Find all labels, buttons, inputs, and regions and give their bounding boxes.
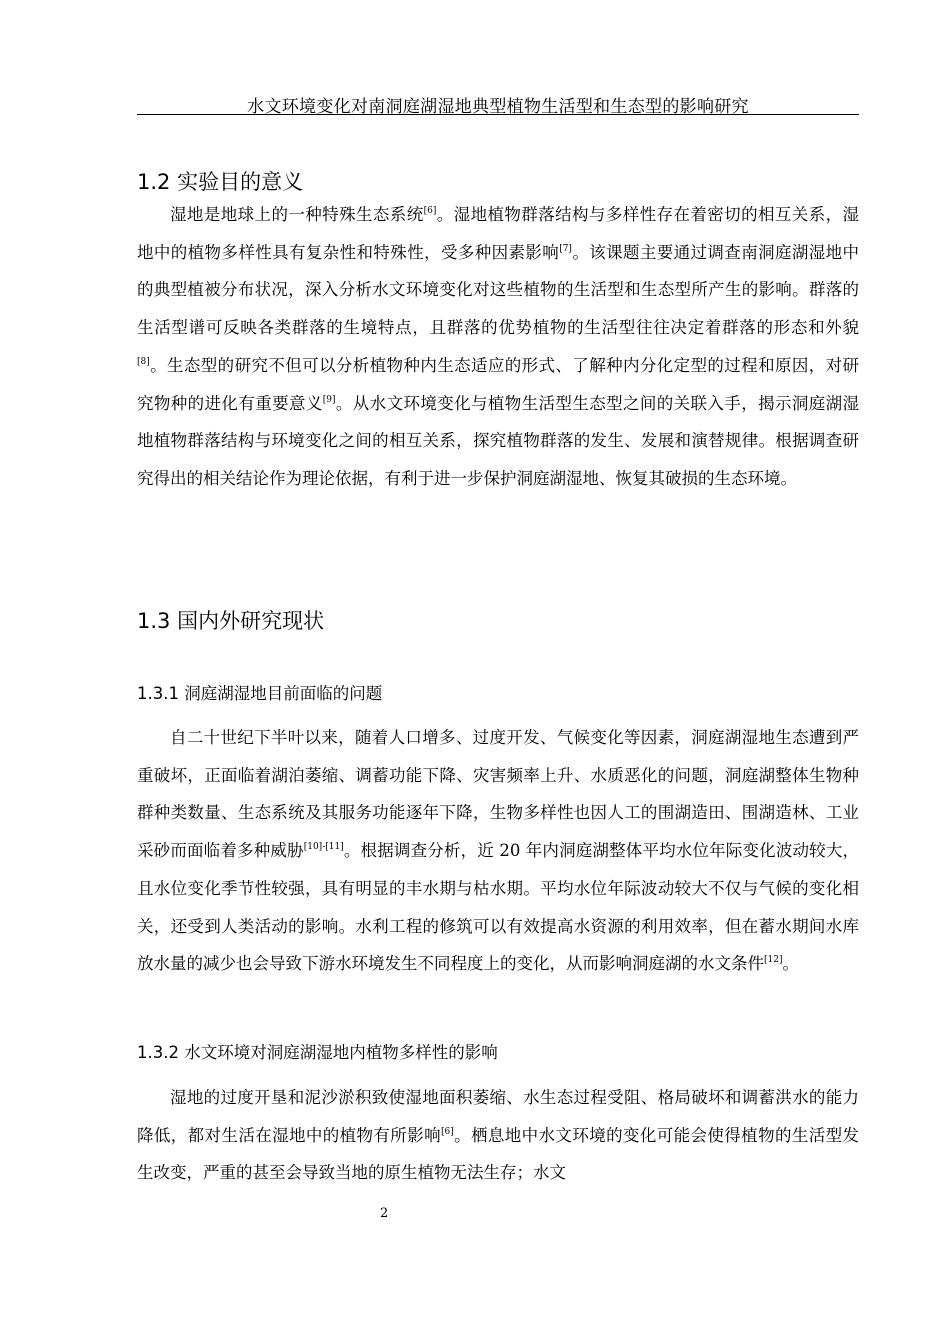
citation-reference: [12] — [764, 955, 783, 966]
running-header: 水文环境变化对南洞庭湖湿地典型植物生活型和生态型的影响研究 — [247, 97, 749, 117]
paragraph-text: 湿地是地球上的一种特殊生态系统 — [170, 205, 424, 224]
paragraph-1-3-1 — [137, 719, 859, 983]
paragraph-text: 。 — [782, 954, 799, 974]
subsection-heading-1-3-1: 1.3.1 洞庭湖湿地目前面临的问题 — [137, 684, 383, 703]
page-number: 2 — [380, 1206, 389, 1221]
paragraph-1-3-2 — [137, 1079, 859, 1192]
paragraph-text: 。该课题主要通过调查南洞庭湖湿地中的典型植被分布状况，深入分析水文环境变化对这些植物的生活型和生态型所产生的影响。群落的生活型谱可反映各类群落的生境特点，且群落的优势植物的生活型往往决定着群落的形态和外貌 — [137, 242, 860, 338]
paragraph-text: 。根据调查分析，近 20 年内洞庭湖整体平均水位年际变化波动较大，且水位变化季节性较强，具有明显的丰水期与枯水期。平均水位年际波动较大不仅与气候的变化相关，还受到人类活动的影响。水利工程的修筑可以有效提高水资源的利用效率，但在蓄水期间水库放水量的减少也会导致下游水环境发生不同程度上的变化，从而影响洞庭湖的水文条件 — [137, 841, 859, 974]
paragraph-text: 湿地的过度开垦和泥沙淤积致使湿地面积萎缩、水生态过程受阻、格局破坏和调蓄洪水的能力降低，都对生活在湿地中的植物有所影响 — [137, 1088, 859, 1145]
paragraph-text: 。湿地植物群落结构与多样性存在着密切的相互关系，湿地中的植物多样性具有复杂性和特殊性，受多种因素影响 — [137, 205, 859, 262]
citation-reference: [9] — [322, 394, 336, 405]
citation-reference: [7] — [559, 243, 572, 254]
citation-reference: [6] — [440, 1126, 454, 1137]
paragraph-text: 。栖息地中水文环境的变化可能会使得植物的生活型发生改变，严重的甚至会导致当地的原生植物无法生存；水文 — [137, 1125, 860, 1183]
paragraph-text: 。从水文环境变化与植物生活型生态型之间的关联入手，揭示洞庭湖湿地植物群落结构与环境变化之间的相互关系，探究植物群落的发生、发展和演替规律。根据调查研究得出的相关结论作为理论依据，有利于进一步保护洞庭湖湿地、恢复其破损的生态环境。 — [137, 393, 860, 488]
subsection-heading-1-3-2: 1.3.2 水文环境对洞庭湖湿地内植物多样性的影响 — [137, 1043, 498, 1062]
citation-reference: [6] — [423, 206, 437, 216]
section-heading-1-3: 1.3 国内外研究现状 — [137, 609, 325, 633]
section-heading-1-2: 1.2 实验目的意义 — [137, 170, 304, 194]
paragraph-text: 。生态型的研究不但可以分析植物种内生态适应的形式、了解种内分化定型的过程和原因，对研究物种的进化有重要意义 — [137, 355, 859, 413]
citation-reference: [8] — [137, 356, 150, 367]
paragraph-1-2 — [137, 196, 859, 498]
citation-reference: [10]-[11] — [303, 842, 344, 853]
header-rule — [137, 114, 859, 115]
paragraph-text: 自二十世纪下半叶以来，随着人口增多、过度开发、气候变化等因素，洞庭湖湿地生态遭到严重破坏，正面临着湖泊萎缩、调蓄功能下降、灾害频率上升、水质恶化的问题，洞庭湖整体生物种群种类数量、生态系统及其服务功能逐年下降，生物多样性也因人工的围湖造田、围湖造林、工业采砂而面临着多种威胁 — [137, 728, 859, 861]
